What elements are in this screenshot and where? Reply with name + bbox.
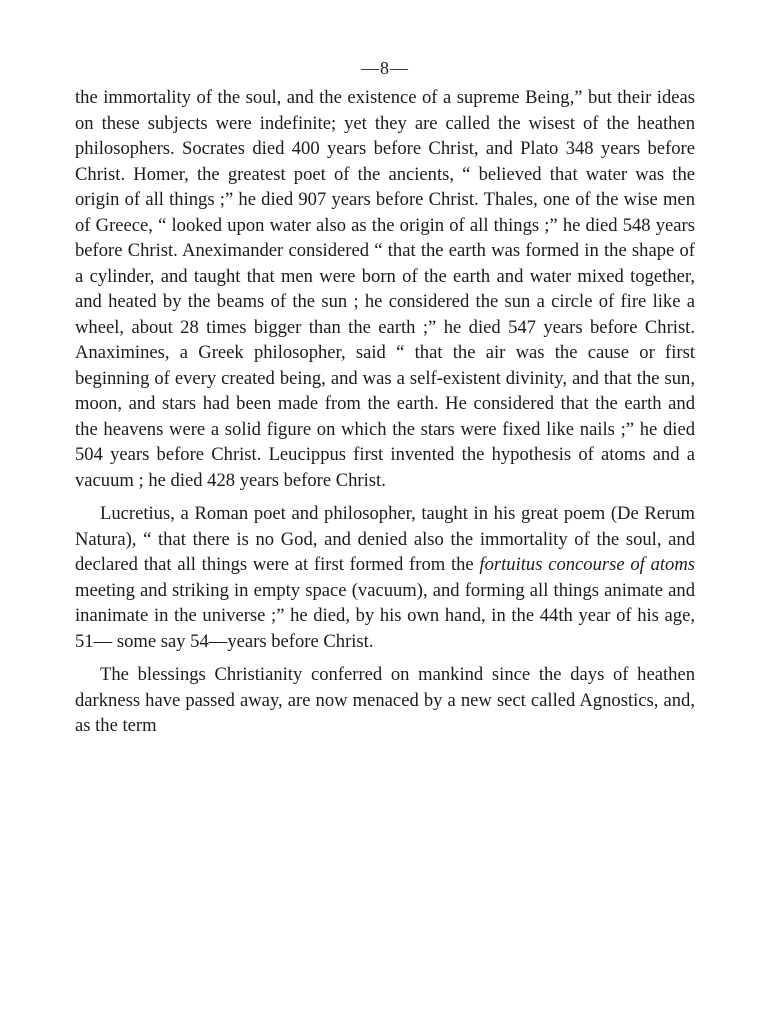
paragraph-2-text-before-italic: Lucretius, a Roman poet and philosopher, taught in his great poem (De Rerum Natura), “ that there is no God, and denied also the immortality of the soul, and declared that all things were at first formed from the bbox=[75, 503, 695, 575]
paragraph-1: the immortality of the soul, and the existence of a supreme Being,” but their ideas on these subjects were indefinite; yet they are called the wisest of the heathen philosophers. Socrates died 400 years before Christ, and Plato 348 years before Christ. Homer, the greatest poet of the ancients, “ believed that water was the origin of all things ;” he died 907 years before Christ. Thales, one of the wise men of Greece, “ looked upon water also as the origin of all things ;” he died 548 years before Christ. Aneximander considered “ that the earth was formed in the shape of a cylinder, and taught that men were born of the earth and water mixed together, and heated by the beams of the sun ; he considered the sun a circle of fire like a wheel, about 28 times bigger than the earth ;” he died 547 years before Christ. Anaximines, a Greek philosopher, said “ that the air was the cause or first beginning of every created being, and was a self-existent divinity, and that the sun, moon, and stars had been made from the earth. He considered that the earth and the heavens were a solid figure on which the stars were fixed like nails ;” he died 504 years before Christ. Leucippus first invented the hypothesis of atoms and a vacuum ; he died 428 years before Christ. bbox=[75, 87, 695, 491]
paragraph-2-italic-phrase: fortuitus concourse of atoms bbox=[479, 554, 695, 575]
page-number: —8— bbox=[361, 58, 409, 78]
document-page bbox=[75, 58, 695, 739]
paragraph-2-text-after-italic: meeting and striking in empty space (vacuum), and forming all things animate and inanimate in the universe ;” he died, by his own hand, in the 44th year of his age, 51— some say 54—years before Christ. bbox=[75, 579, 695, 652]
paragraph-3: The blessings Christianity conferred on mankind since the days of heathen darkness have passed away, are now menaced by a new sect called Agnostics, and, as the term bbox=[75, 664, 695, 736]
paragraph-2 bbox=[75, 501, 695, 654]
